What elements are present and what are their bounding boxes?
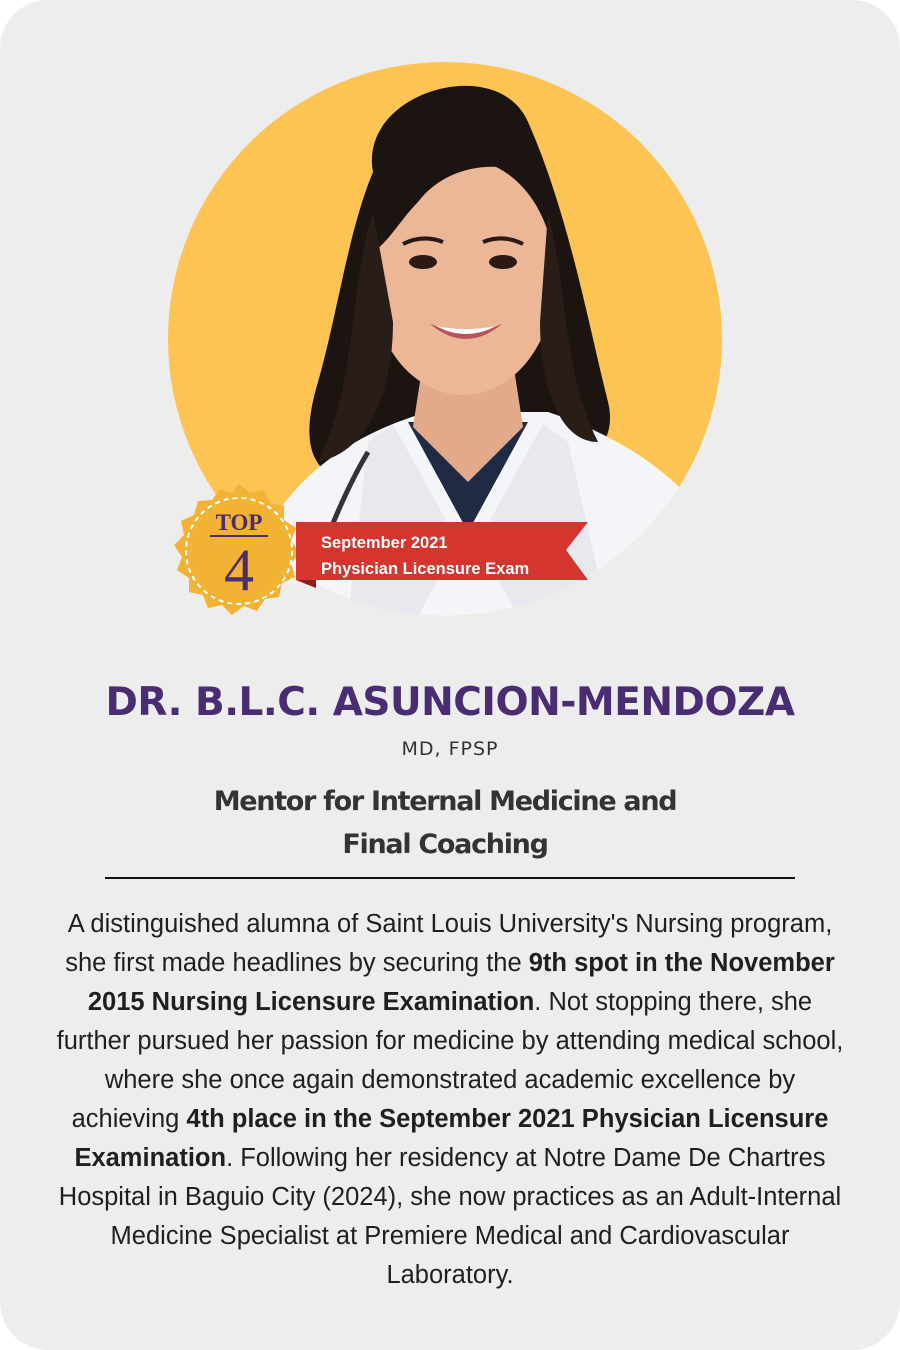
bio-text-1: A distinguished alumna of Saint Louis University's Nursing program, she first made headlines by securing the: [65, 910, 833, 977]
bio-text-3: . Following her residency at Notre Dame De Chartres Hospital in Baguio City (2024), she now practices as an Adult-Internal Medicine Specialist at Premiere Medical and Cardiovascular Laboratory.: [58, 1144, 842, 1289]
ribbon-line-date: September 2021: [321, 534, 448, 552]
badge-rank-number: 4: [224, 537, 254, 603]
doctor-name: DR. B.L.C. ASUNCION-MENDOZA: [105, 680, 795, 725]
bio-text-2: . Not stopping there, she further pursued her passion for medicine by attending medical school, where she once again demonstrated academic excellence by achieving: [56, 988, 844, 1133]
role-line-1: Mentor for Internal Medicine and: [213, 786, 677, 817]
ribbon-text: [321, 530, 571, 582]
biography: [50, 905, 850, 1295]
badge-top-label: TOP: [215, 510, 263, 535]
mentor-role: [150, 780, 740, 866]
role-line-2: Final Coaching: [342, 829, 548, 860]
top-rank-badge: [170, 482, 308, 620]
bio-highlight-nursing: 9th spot in the November 2015 Nursing Licensure Examination: [87, 949, 835, 1016]
divider: [105, 877, 795, 879]
credentials: MD, FPSP: [401, 738, 499, 760]
bio-highlight-physician: 4th place in the September 2021 Physician Licensure Examination: [74, 1105, 829, 1172]
ribbon-line-exam: Physician Licensure Exam: [321, 560, 530, 578]
